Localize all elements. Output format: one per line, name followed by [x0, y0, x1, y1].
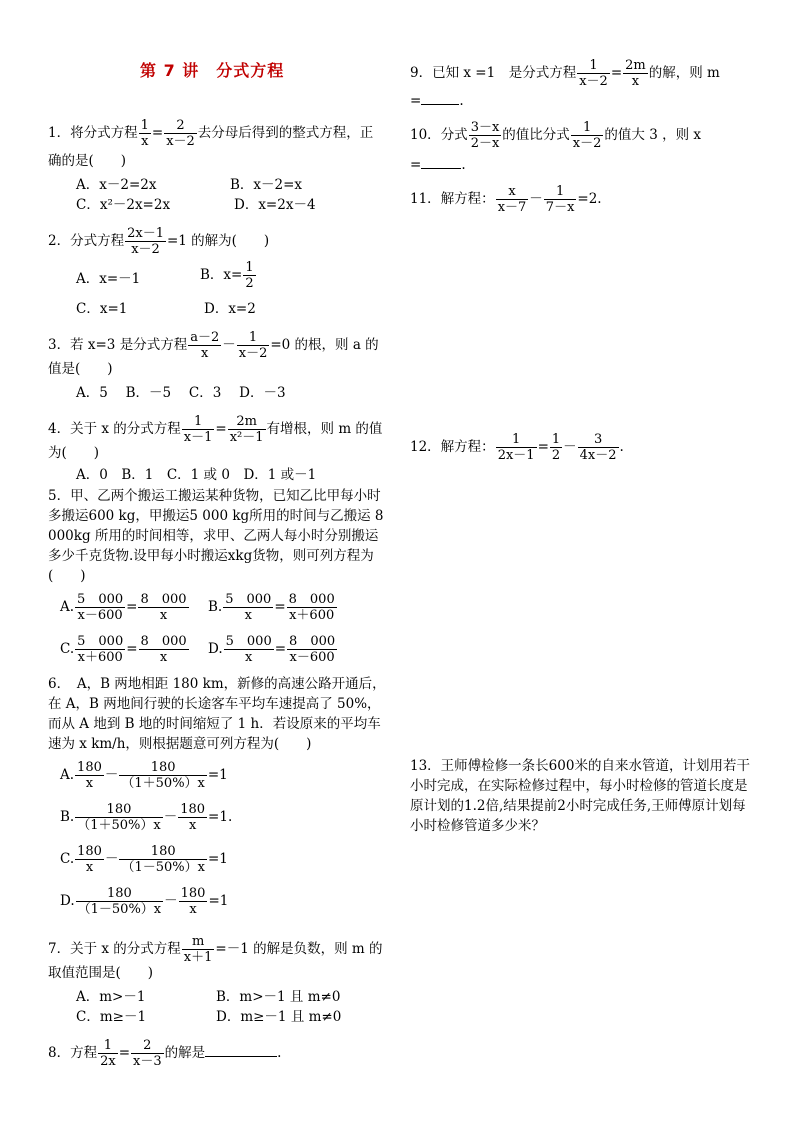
fraction: $\frac{1}{7-x}$: [545, 184, 575, 215]
fraction: $\frac{1}{x-1}$: [183, 414, 213, 445]
question-13: 13．王师傅检修一条长600米的自来水管道，计划用若干小时完成，在实际检修过程中，每小时检修的管道长度是原计划的1.2倍,结果提前2小时完成任务,王师傅原计划每小时检修管道多少米？: [410, 758, 750, 834]
question-4-line2: 为( ): [48, 445, 100, 461]
q1-option-d: D．x=2x－4: [234, 197, 316, 213]
question-7: 7．关于 x 的分式方程 $\frac{m}{x+1}$ =－1 的解是负数，则 m 的: [48, 934, 383, 965]
page-title: 第 7 讲 分式方程: [140, 61, 285, 80]
fraction: $\frac{a-2}{x}$: [190, 330, 220, 361]
fraction: $\frac{8 000}{x}$: [140, 592, 187, 623]
question-5: 5．甲、乙两个搬运工搬运某种货物，已知乙比甲每小时多搬运600 kg，甲搬运5 000 kg所用的时间与乙搬运 8 000kg 所用的时间相等，求甲、乙两人每小时分别搬运多少千克货物.设甲每小时搬运xkg货物，则可列方程为( ): [48, 488, 384, 584]
question-12: 12．解方程： $\frac{1}{2x-1}$ = $\frac{1}{2}$ － $\frac{3}{4x-2}$ .: [410, 432, 624, 463]
q6-option-a: A. $\frac{180}{x}$ － $\frac{180}{(1+50\%)x}$ =1: [60, 760, 228, 791]
question-7-line2: 取值范围是( ): [48, 965, 154, 981]
fraction: $\frac{180}{x}$: [77, 844, 102, 875]
question-4: 4．关于 x 的分式方程 $\frac{1}{x-1}$ = $\frac{2m}{\text{x²－1}}$ 有增根，则 m 的值: [48, 414, 383, 445]
question-1-line2: 确的是( ): [48, 153, 127, 169]
fraction: $\frac{x}{x-7}$: [497, 184, 527, 215]
fraction: $\frac{1}{x-2}$: [572, 120, 602, 151]
question-6: 6． A，B 两地相距 180 km，新修的高速公路开通后，在 A，B 两地间行驶的长途客车平均车速提高了 50%，而从 A 地到 B 地的时间缩短了 1 h．若设原来的平均车速为 x km/h，则根据题意可列方程为( ): [48, 676, 386, 752]
q6-option-c: C. $\frac{180}{x}$ － $\frac{180}{(1-50\%)x}$ =1: [60, 844, 228, 875]
question-10-line2: = .: [410, 157, 466, 173]
fraction: $\frac{180}{(1+50\%)x}$: [77, 802, 161, 833]
fraction: $\frac{2m}{\text{x²－1}}$: [229, 414, 264, 445]
fraction: $\frac{180}{x}$: [180, 802, 206, 833]
fraction: $\frac{5 000}{x+600}$: [77, 634, 124, 665]
fraction: $\frac{180}{x}$: [77, 760, 102, 791]
q5-option-d: D. $\frac{5 000}{x}$ = $\frac{8 000}{x-600}$: [208, 634, 336, 665]
fraction: $\frac{m}{x+1}$: [183, 934, 213, 965]
q3-options: A．5 B．－5 C．3 D．－3: [76, 385, 286, 401]
fraction: $\frac{1}{x}$: [140, 118, 149, 149]
q4-options: A．0 B．1 C．1 或 0 D．1 或－1: [76, 467, 317, 483]
q5-option-b: B. $\frac{5 000}{x}$ = $\frac{8 000}{x+600}$: [208, 592, 335, 623]
question-1: 1．将分式方程 $\frac{1}{x}$ = $\frac{2}{x-2}$ 去分母后得到的整式方程，正: [48, 118, 374, 149]
q1-option-b: B．x－2=x: [230, 177, 303, 193]
q2-option-a: A．x=－1: [76, 271, 141, 287]
q2-option-d: D．x=2: [204, 301, 256, 317]
fraction: $\frac{1}{x-2}$: [579, 58, 608, 89]
q2-option-c: C．x=1: [76, 301, 128, 317]
q1-option-a: A．x－2=2x: [76, 177, 157, 193]
fraction: $\frac{5 000}{x}$: [225, 634, 272, 665]
q6-option-b: B. $\frac{180}{(1+50\%)x}$ － $\frac{180}{x}$ =1.: [60, 802, 233, 833]
fraction: $\frac{1}{2}$: [245, 260, 254, 291]
fraction: $\frac{1}{x-2}$: [238, 330, 268, 361]
q7-option-d: D．m≥－1 且 m≠0: [216, 1009, 342, 1025]
q5-option-c: C. $\frac{5 000}{x+600}$ = $\frac{8 000}{x}$: [60, 634, 187, 665]
q1-option-c: C．x²－2x=2x: [76, 197, 171, 213]
fraction: $\frac{1}{2x}$: [100, 1038, 116, 1069]
question-9-line2: = .: [410, 93, 464, 109]
q7-option-a: A．m>－1: [76, 989, 146, 1005]
question-3: 3．若 x=3 是分式方程 $\frac{a-2}{x}$ － $\frac{1}{x-2}$ =0 的根，则 a 的: [48, 330, 379, 361]
question-8: 8．方程 $\frac{1}{2x}$ = $\frac{2}{x-3}$ 的解是 .: [48, 1038, 282, 1069]
q2-option-b: B．x= $\frac{1}{2}$: [200, 260, 254, 291]
fraction: $\frac{2}{x-3}$: [133, 1038, 162, 1069]
fraction: $\frac{180}{(1-50\%)x}$: [121, 844, 205, 875]
question-9: 9．已知 x =1 是分式方程 $\frac{1}{x-2}$ = $\frac{2m}{x}$ 的解，则 m: [410, 58, 720, 89]
answer-blank[interactable]: [205, 1044, 277, 1057]
answer-blank[interactable]: [421, 156, 461, 169]
fraction: $\frac{2m}{x}$: [625, 58, 646, 89]
fraction: $\frac{1}{2}$: [551, 432, 561, 463]
fraction: $\frac{3-x}{2-x}$: [470, 120, 500, 151]
fraction: $\frac{8 000}{x}$: [140, 634, 187, 665]
q5-option-a: A. $\frac{5 000}{x-600}$ = $\frac{8 000}{x}$: [60, 592, 187, 623]
q7-option-c: C．m≥－1: [76, 1009, 147, 1025]
question-11: 11．解方程： $\frac{x}{x-7}$ － $\frac{1}{7-x}$ =2.: [410, 184, 602, 215]
fraction: $\frac{2x-1}{x-2}$: [127, 226, 164, 257]
fraction: $\frac{180}{(1-50\%)x}$: [77, 886, 162, 917]
q6-option-d: D. $\frac{180}{(1-50\%)x}$ － $\frac{180}{x}$ =1: [60, 886, 229, 917]
fraction: $\frac{180}{x}$: [180, 886, 206, 917]
question-3-line2: 值是( ): [48, 361, 113, 377]
question-2: 2．分式方程 $\frac{2x-1}{x-2}$ =1 的解为( ): [48, 226, 270, 257]
fraction: $\frac{8 000}{x-600}$: [289, 634, 336, 665]
fraction: $\frac{8 000}{x+600}$: [288, 592, 335, 623]
answer-blank[interactable]: [421, 92, 459, 105]
fraction: $\frac{1}{2x-1}$: [497, 432, 535, 463]
fraction: $\frac{180}{(1+50\%)x}$: [121, 760, 205, 791]
fraction: $\frac{3}{4x-2}$: [579, 432, 617, 463]
fraction: $\frac{5 000}{x}$: [225, 592, 272, 623]
question-10: 10．分式 $\frac{3-x}{2-x}$ 的值比分式 $\frac{1}{x-2}$ 的值大 3 ，则 x: [410, 120, 701, 151]
fraction: $\frac{2}{x-2}$: [166, 118, 195, 149]
fraction: $\frac{5 000}{x-600}$: [77, 592, 124, 623]
q7-option-b: B．m>－1 且 m≠0: [216, 989, 341, 1005]
